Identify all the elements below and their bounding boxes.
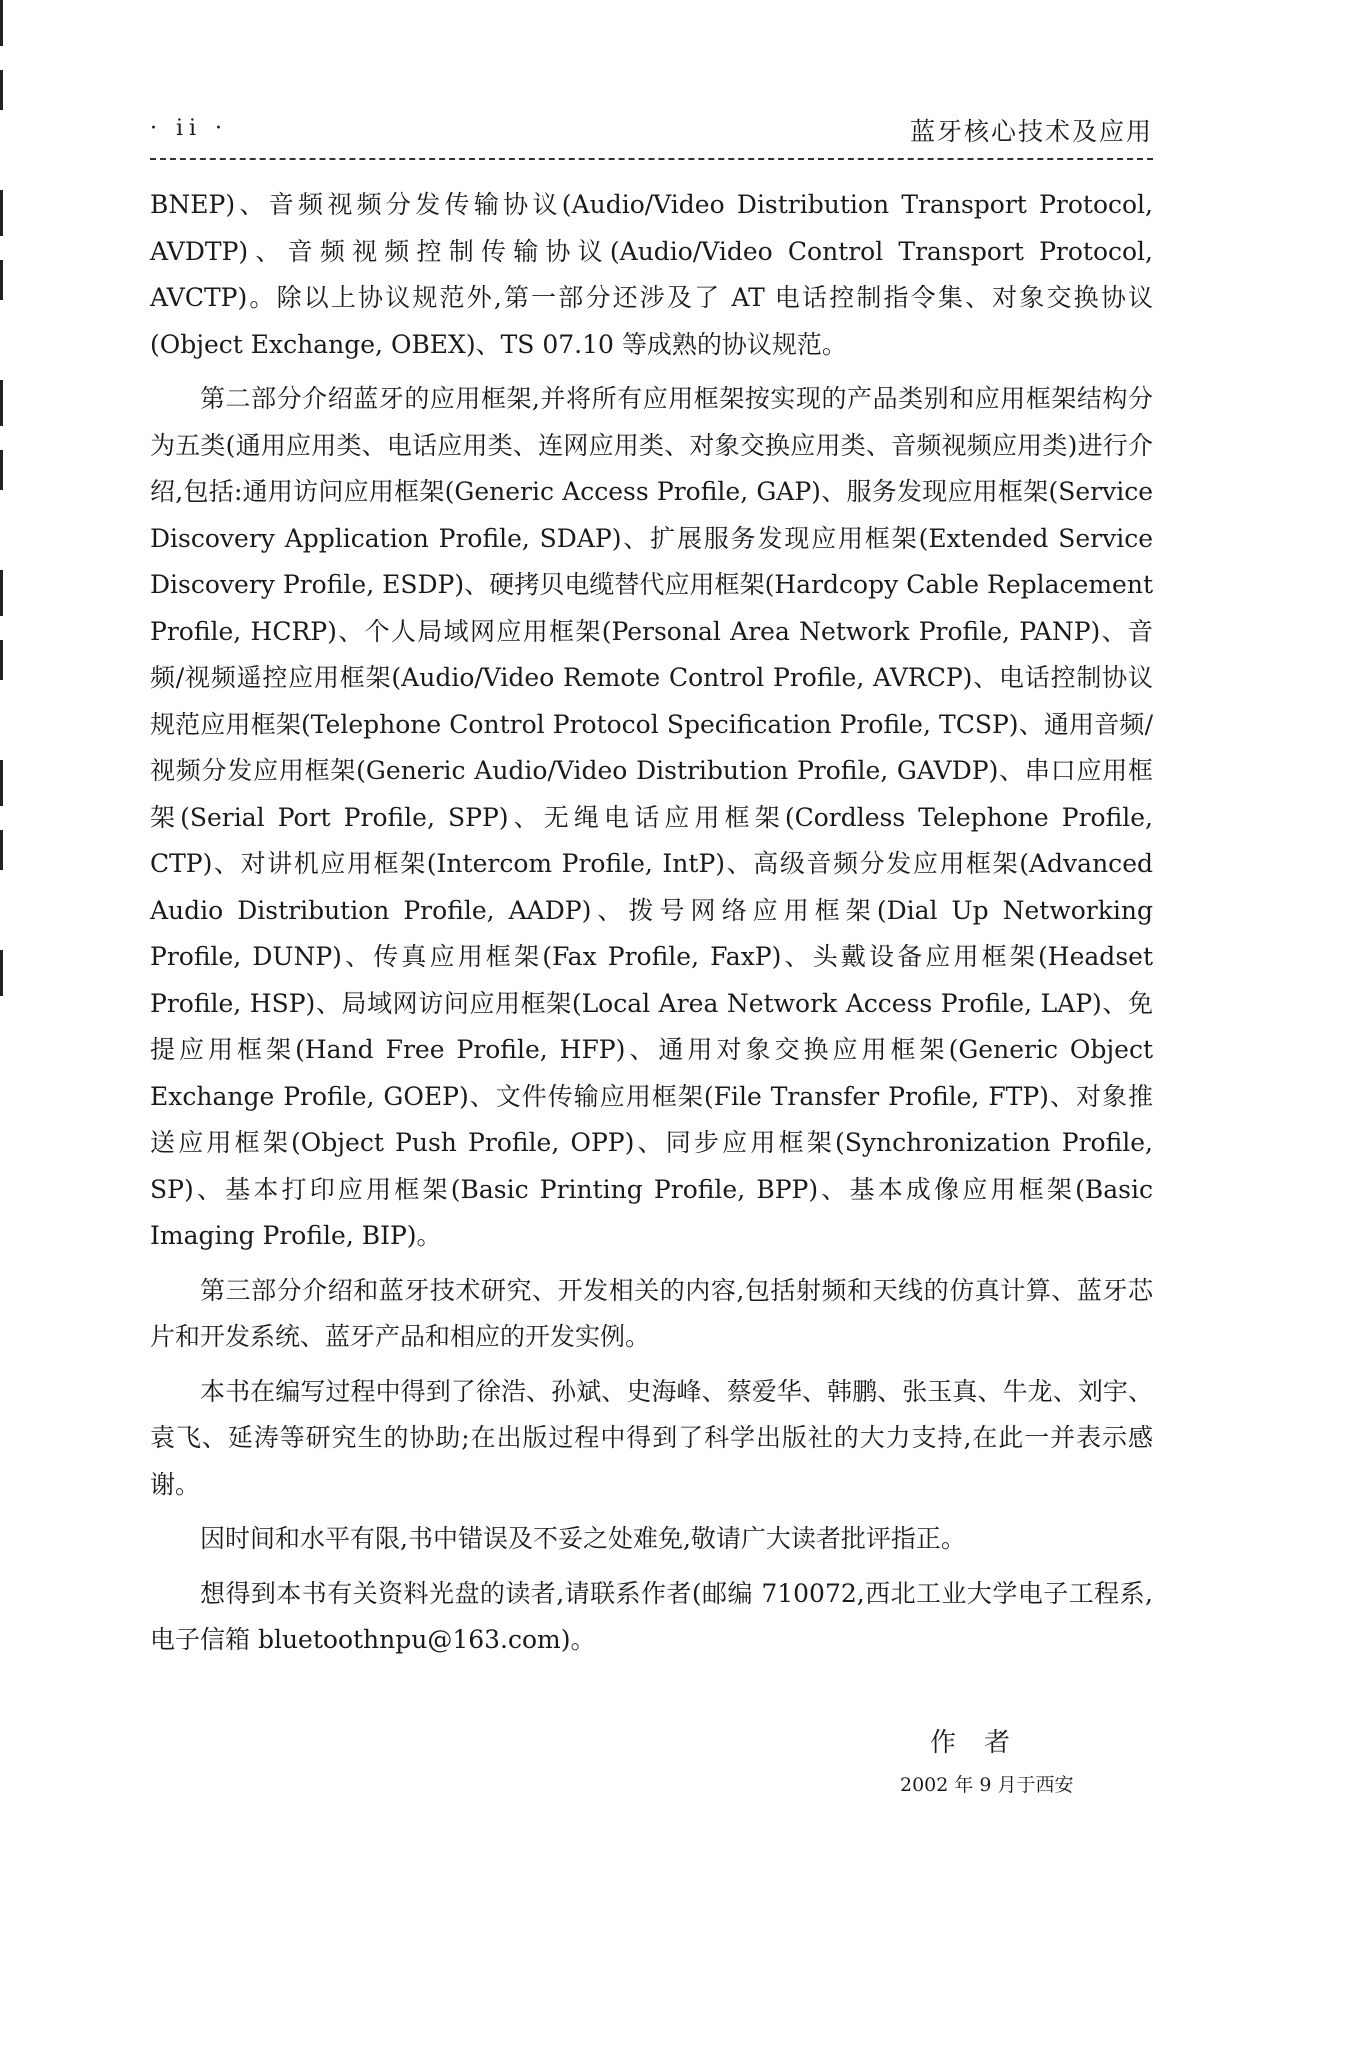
date-place: 2002 年 9 月于西安	[900, 1774, 1074, 1796]
header-rule	[150, 158, 1153, 160]
paragraph-protocols-continued: BNEP)、音频视频分发传输协议(Audio/Video Distribution Transport Protocol, AVDTP)、音频视频控制传输协议(Audio/Video Control Transport Protocol, AVCTP)。除以上协议规范外,第一部分还涉及了 AT 电话控制指令集、对象交换协议(Object Exchange, OBEX)、TS 07.10 等成熟的协议规范。	[150, 190, 1153, 359]
paragraph-contact: 想得到本书有关资料光盘的读者,请联系作者(邮编 710072,西北工业大学电子工程系,电子信箱 bluetoothnpu@163.com)。	[150, 1578, 1153, 1654]
scan-edge-artifact	[0, 0, 3, 1000]
paragraph-acknowledgements: 本书在编写过程中得到了徐浩、孙斌、史海峰、蔡爱华、韩鹏、张玉真、牛龙、刘宇、袁飞、延涛等研究生的协助;在出版过程中得到了科学出版社的大力支持,在此一并表示感谢。	[150, 1376, 1153, 1499]
book-title: 蓝牙核心技术及应用	[909, 117, 1153, 146]
body-text	[150, 182, 1153, 1672]
page-number: · ii ·	[150, 116, 229, 141]
paragraph-part-two: 第二部分介绍蓝牙的应用框架,并将所有应用框架按实现的产品类别和应用框架结构分为五类(通用应用类、电话应用类、连网应用类、对象交换应用类、音频视频应用类)进行介绍,包括:通用访问应用框架(Generic Access Profile, GAP)、服务发现应用框架(Service Discovery Application Profile, SDAP)、扩展服务发现应用框架(Extended Service Discovery Profile, ESDP)、硬拷贝电缆替代应用框架(Hardcopy Cable Replacement Profile, HCRP)、个人局域网应用框架(Personal Area Network Profile, PANP)、音频/视频遥控应用框架(Audio/Video Remote Control Profile, AVRCP)、电话控制协议规范应用框架(Telephone Control Protocol Specification Profile, TCSP)、通用音频/视频分发应用框架(Generic Audio/Video Distribution Profile, GAVDP)、串口应用框架(Serial Port Profile, SPP)、无绳电话应用框架(Cordless Telephone Profile, CTP)、对讲机应用框架(Intercom Profile, IntP)、高级音频分发应用框架(Advanced Audio Distribution Profile, AADP)、拨号网络应用框架(Dial Up Networking Profile, DUNP)、传真应用框架(Fax Profile, FaxP)、头戴设备应用框架(Headset Profile, HSP)、局域网访问应用框架(Local Area Network Access Profile, LAP)、免提应用框架(Hand Free Profile, HFP)、通用对象交换应用框架(Generic Object Exchange Profile, GOEP)、文件传输应用框架(File Transfer Profile, FTP)、对象推送应用框架(Object Push Profile, OPP)、同步应用框架(Synchronization Profile, SP)、基本打印应用框架(Basic Printing Profile, BPP)、基本成像应用框架(Basic Imaging Profile, BIP)。	[150, 384, 1153, 1250]
paragraph-part-three: 第三部分介绍和蓝牙技术研究、开发相关的内容,包括射频和天线的仿真计算、蓝牙芯片和开发系统、蓝牙产品和相应的开发实例。	[150, 1275, 1153, 1351]
author-signature: 作者	[930, 1728, 1039, 1758]
paragraph-errata: 因时间和水平有限,书中错误及不妥之处难免,敬请广大读者批评指正。	[200, 1524, 966, 1553]
running-head	[150, 112, 1153, 152]
